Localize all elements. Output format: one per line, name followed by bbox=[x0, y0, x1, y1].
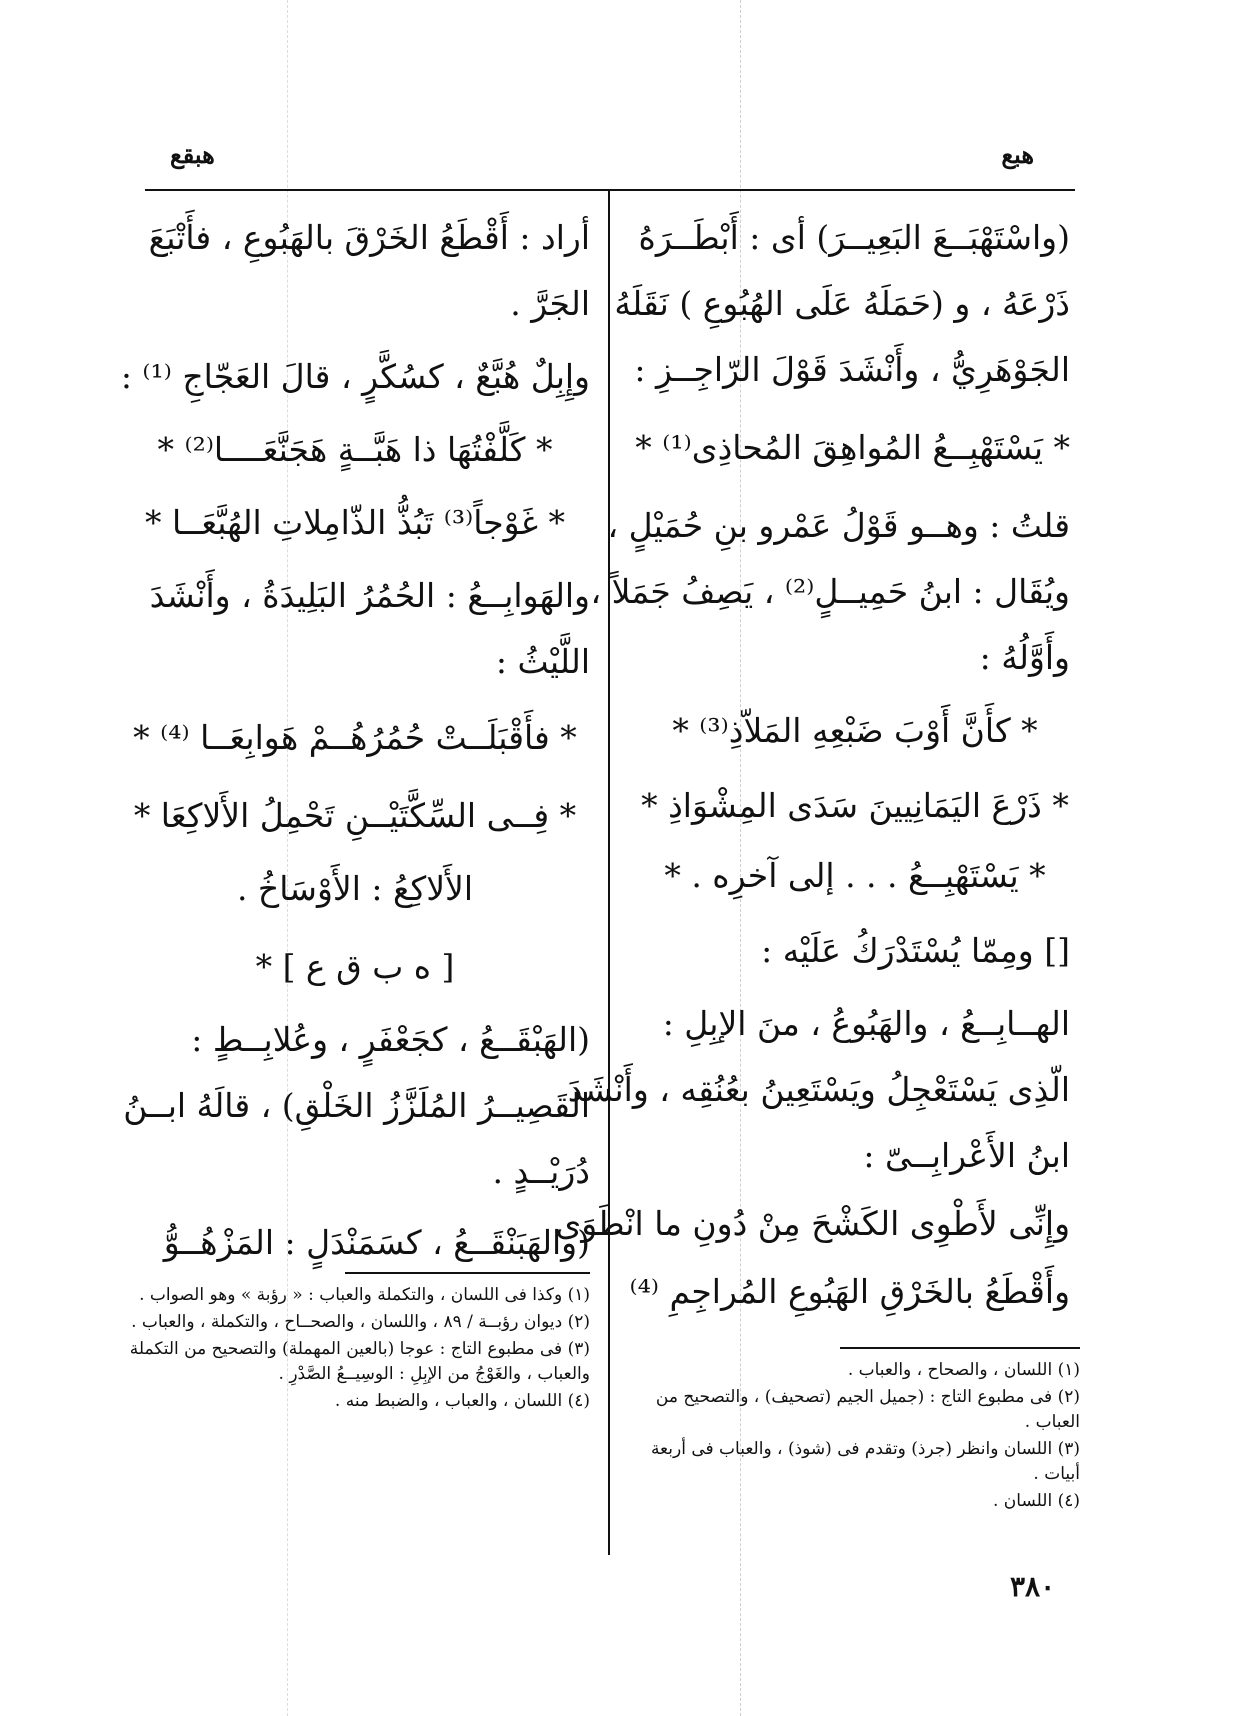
text-line: أراد : أَقْطَعُ الخَرْقَ بالهَبُوعِ ، فأَتْبَعَ bbox=[148, 218, 590, 257]
text-line: القَصِيــرُ المُلَزَّزُ الخَلْقِ) ، قالَهُ ابــنُ bbox=[123, 1086, 590, 1125]
text-line: قلتُ : وهــو قَوْلُ عَمْرو بنِ حُمَيْلٍ ، bbox=[607, 506, 1070, 545]
verse-line: * كَلَّفْتُهَا ذا هَبَّــةٍ هَجَنَّعَــــا⁽²⁾ * bbox=[157, 430, 553, 469]
text-line: الجَوْهَرِيُّ ، وأَنْشَدَ قَوْلَ الرّاجِــزِ : bbox=[634, 350, 1070, 389]
left-column bbox=[120, 205, 590, 1281]
right-column bbox=[555, 205, 1070, 1325]
text-line: الجَرَّ . bbox=[510, 284, 590, 323]
verse-line: وأَقْطَعُ بالخَرْقِ الهَبُوعِ المُراجِمِ ⁽⁴⁾ bbox=[629, 1272, 1070, 1311]
verse-line: * كأَنَّ أَوْبَ ضَبْعِهِ المَلاّذِ⁽³⁾ * bbox=[672, 711, 1038, 750]
footnotes-left bbox=[120, 1283, 590, 1416]
footnote-rule bbox=[345, 1272, 590, 1274]
verse-line: * يَسْتَهْبِــعُ . . . إلى آخرِه . * bbox=[664, 856, 1046, 895]
verse-line: * يَسْتَهْبِــعُ المُواهِقَ المُحاذِى⁽¹⁾ * bbox=[635, 428, 1070, 467]
text-line: وأَوَّلُهُ : bbox=[979, 638, 1070, 677]
footnote: (٢) فى مطبوع التاج : (جميل الجيم (تصحيف) ، والتصحيح من العباب . bbox=[655, 1387, 1080, 1432]
text-line: وإِبِلٌ هُبَّعٌ ، كسُكَّرٍ ، قالَ العَجّاجِ ⁽¹⁾ : bbox=[120, 357, 590, 396]
footnote: (١) وكذا فى اللسان ، والتكملة والعباب : « رؤبة » وهو الصواب . bbox=[139, 1285, 590, 1305]
text-line: الهــابِــعُ ، والهَبُوعُ ، منَ الإبِلِ : bbox=[662, 1004, 1070, 1043]
verse-line: وإِنِّى لأَطْوِى الكَشْحَ مِنْ دُونِ ما انْطَوَى bbox=[555, 1204, 1070, 1243]
verse-line: * ذَرْعَ اليَمَانِيينَ سَدَى المِشْوَاذِ * bbox=[641, 786, 1069, 825]
footnote: (٤) اللسان . bbox=[993, 1491, 1080, 1511]
verse-line: * فأَقْبَلَــتْ حُمُرُهُــمْ هَوابِعَــا ⁽⁴⁾ * bbox=[133, 718, 577, 757]
text-line: (والهَبَنْقَــعُ ، كسَمَنْدَلٍ : المَزْهُــوُّ bbox=[163, 1223, 590, 1262]
section-heading: [ ه ب ق ع ] * bbox=[255, 947, 455, 986]
text-line: الأَلاكِعُ : الأَوْسَاخُ . bbox=[236, 869, 474, 908]
header-rule bbox=[145, 189, 1075, 191]
verse-line: * غَوْجاً⁽³⁾ تَبُذُّ الذّامِلاتِ الهُبَّعَــا * bbox=[145, 503, 565, 542]
footnotes-right bbox=[640, 1358, 1080, 1516]
footnote: (٢) ديوان رؤبــة / ٨٩ ، واللسان ، والصحــاح ، والتكملة ، والعباب . bbox=[131, 1312, 590, 1332]
footnote: (١) اللسان ، والصحاح ، والعباب . bbox=[847, 1360, 1080, 1380]
text-line: والهَوابِــعُ : الحُمُرُ البَلِيدَةُ ، وأَنْشَدَ bbox=[149, 576, 590, 615]
section-heading: [] ومِمّا يُسْتَدْرَكُ عَلَيْه : bbox=[761, 931, 1070, 970]
running-header-left: هبقع bbox=[170, 140, 215, 169]
footnote: (٤) اللسان ، والعباب ، والضبط منه . bbox=[334, 1391, 590, 1411]
text-line: (واسْتَهْبَــعَ البَعِيــرَ) أى : أَبْطَــرَهُ bbox=[638, 218, 1070, 257]
text-line: (الهَبْقَــعُ ، كجَعْفَرٍ ، وعُلابِــطٍ : bbox=[191, 1020, 590, 1059]
text-line: الّذِى يَسْتَعْجِلُ ويَسْتَعِينُ بعُنُقِه ، وأَنْشَدَ bbox=[567, 1070, 1070, 1109]
text-line: دُرَيْــدٍ . bbox=[492, 1152, 590, 1191]
running-header-right: هبع bbox=[1001, 140, 1034, 169]
text-line: ابنُ الأَعْرابِــىّ : bbox=[863, 1136, 1070, 1175]
footnote-rule bbox=[840, 1347, 1080, 1349]
verse-line: * فِــى السِّكَّتَيْــنِ تَحْمِلُ الأَلاكِعَا * bbox=[133, 796, 577, 835]
text-line: ويُقَال : ابنُ حَمِيــلٍ⁽²⁾ ، يَصِفُ جَمَلاً ، bbox=[590, 572, 1070, 611]
text-line: اللَّيْثُ : bbox=[495, 642, 590, 681]
footnote: (٣) فى مطبوع التاج : عوجا (بالعين المهملة) والتصحيح من التكملة والعباب ، والغَوْجُ من الإبِلِ : الوسِيــعُ الصَّدْرِ . bbox=[129, 1339, 590, 1384]
page-number: ٣٨٠ bbox=[1010, 1570, 1056, 1603]
column-divider bbox=[608, 190, 610, 1555]
footnote: (٣) اللسان وانظر (جرذ) وتقدم فى (شوذ) ، والعباب فى أربعة أبيات . bbox=[650, 1439, 1080, 1484]
text-line: ذَرْعَهُ ، و (حَمَلَهُ عَلَى الهُبُوعِ ) نَقَلَهُ bbox=[614, 284, 1070, 323]
